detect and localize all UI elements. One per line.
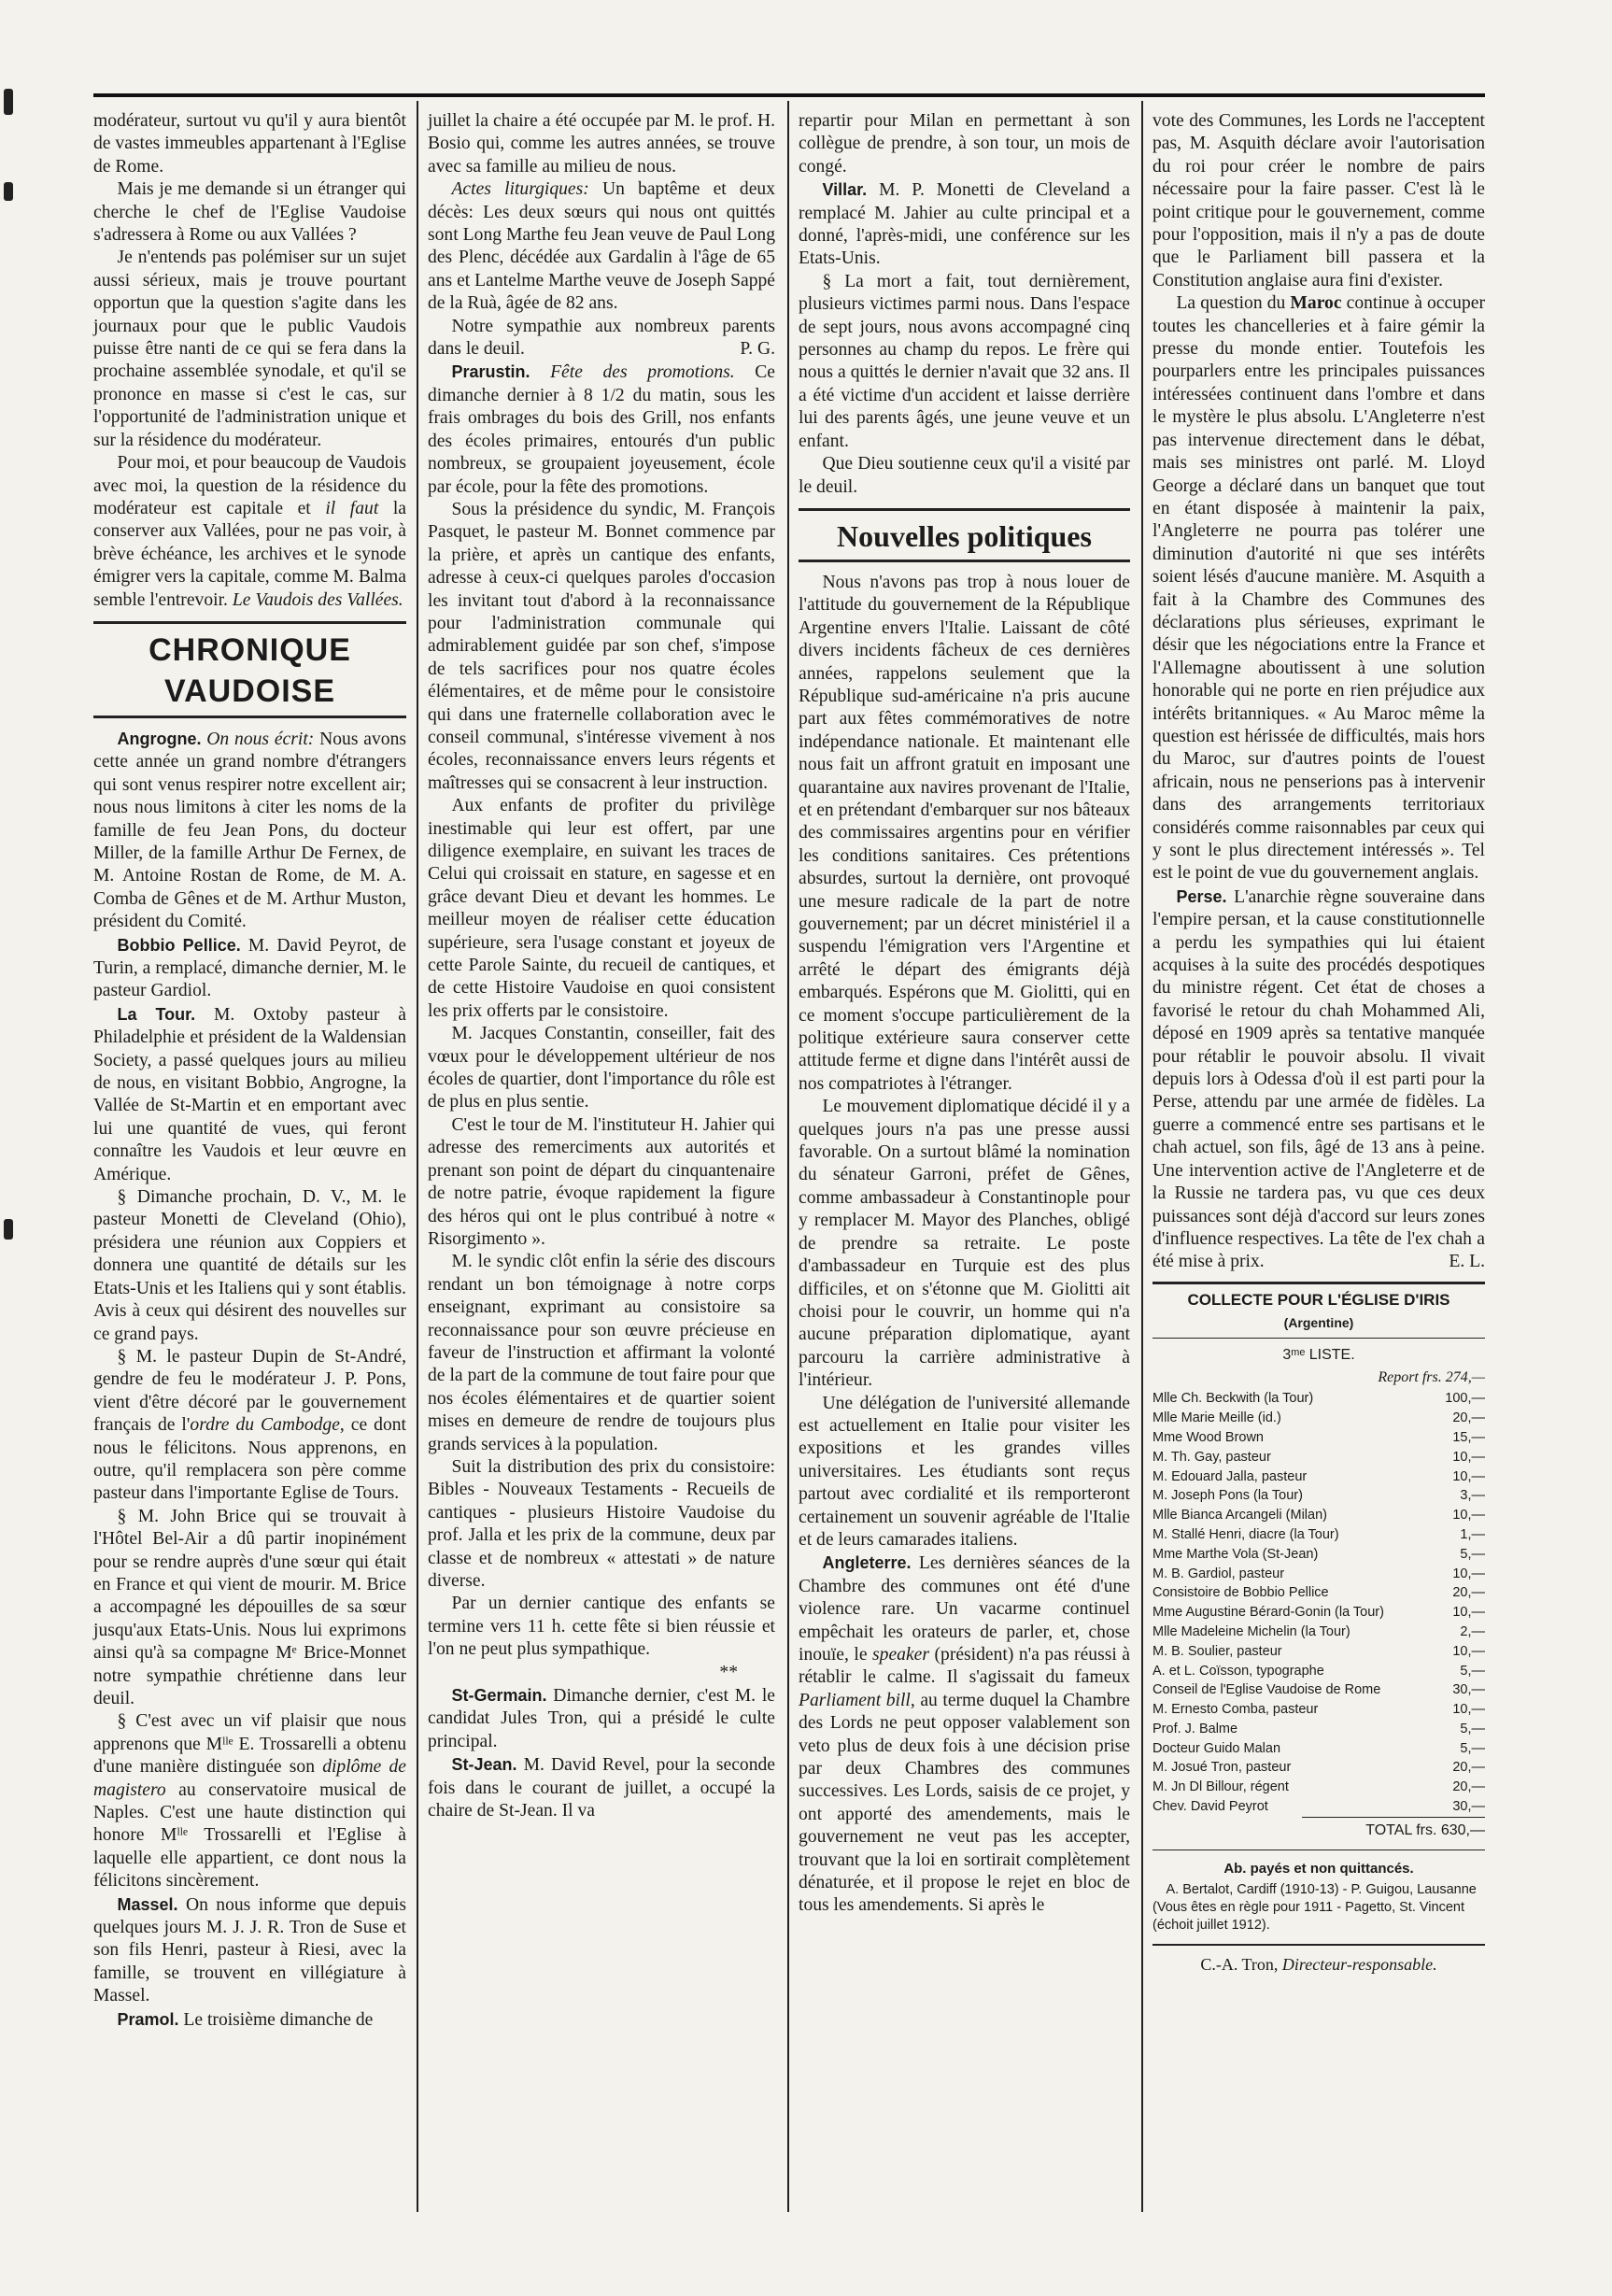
table-row	[1152, 1467, 1485, 1487]
paragraph: Aux enfants de profiter du privilège inestimable qui leur est offert, par une diligence exemplaire, en suivant les traces de Celui qui croissait en stature, en sagesse et en grâce devant Dieu et devant les hommes. Le meilleur moyen de réaliser cette éducation supérieure, sera l'usage constant et joyeux de cette Parole Sainte, du recueil de cantiques, et de cette Histoire Vaudoise en quoi consistent les prix offerts par le consistoire.	[428, 796, 775, 1021]
paragraph: Suit la distribution des prix du consistoire: Bibles - Nouveaux Testaments - Recueils de cantiques - plusieurs Histoire Vaudoise du prof. Jalla et les prix de la commune, deux par classe et de nombreux « attestati » de nature diverse.	[428, 1456, 775, 1591]
text: M. John Brice qui se trouvait à l'Hôtel Bel-Air a dû partir inopinément pour se rendre auprès d'une sœur qui était en France et qui vient de mourir. M. Brice a accompagné les dépouilles de sa sœur jusqu'aux Etats-Unis. Nous lui exprimons ainsi qu'à sa compagne Mᵉ Brice-Monnet notre sympathie chrétienne dans leur deuil.	[93, 1506, 406, 1708]
column-4	[1152, 110, 1485, 1976]
text: , ce dont nous le félicitons. Nous apprenons, en outre, qu'il remplacera son père comme pasteur dans l'importante Eglise de Tours.	[93, 1415, 406, 1504]
scan-edge-mark	[4, 182, 13, 201]
text: (président) n'a pas réussi à rétablir le calme. Il s'agissait du fameux	[799, 1645, 1130, 1688]
paragraph: Nous n'avons pas trop à nous louer de l'attitude du gouvernement de la République Argentine envers l'Italie. Laissant de côté divers incidents fâcheux de ces dernières années, rappelons seulement que la République sud-américaine n'a pris aucune part aux fêtes commémoratives de notre indépendance nationale. Et maintenant elle nous fait un affront gratuit en imposant une quarantaine aux navires provenant de l'Italie, et en prétendant d'embarquer sur nos bâteaux des commissaires argentins pour en vérifier les conditions sanitaires. Ces prétentions absurdes, surtout la dernière, ont provoqué une mesure radicale de la part de notre gouvernement; par un décret ministériel il a suspendu l'émigration vers l'Argentine et arrêté le départ des émigrants déjà embarqués. Espérons que M. Giolitti, qui en ce moment s'occupe particulièrement de la politique extérieure saura conserver cette attitude ferme et digne dans l'intérêt aussi de nos compatriotes à l'étranger.	[799, 572, 1130, 1094]
donor-name: M. Josué Tron, pasteur	[1152, 1760, 1292, 1776]
subscriptions-text: A. Bertalot, Cardiff (1910-13) - P. Guigou, Lausanne (Vous êtes en règle pour 1911 - Pagetto, St. Vincent (échoit juillet 1912).	[1152, 1881, 1477, 1933]
paragraph	[93, 728, 406, 934]
table-row	[1152, 1797, 1485, 1817]
donor-name: M. Edouard Jalla, pasteur	[1152, 1468, 1308, 1484]
paragraph	[93, 452, 406, 612]
donor-name: Consistoire de Bobbio Pellice	[1152, 1585, 1329, 1601]
text: Un baptême et deux décès: Les deux sœurs qui nous ont quittés sont Long Marthe feu Jean veuve de Paul Long des Plenc, décédée aux Gardalin à l'âge de 65 ans et Lantelme Marthe veuve de Joseph Sappé de la Ruà, âgée de 82 ans.	[428, 179, 775, 314]
table-row	[1152, 1662, 1485, 1681]
donor-name: Docteur Guido Malan	[1152, 1740, 1281, 1756]
text: Dimanche dernier, c'est M. le candidat Jules Tron, qui a présidé le culte principal.	[428, 1686, 775, 1751]
paragraph	[93, 1710, 406, 1892]
paragraph	[1152, 886, 1485, 1274]
paragraph	[428, 1684, 775, 1753]
table-row	[1152, 1583, 1485, 1603]
donor-amount: 20,—	[1452, 1760, 1485, 1776]
donor-name: Chev. David Peyrot	[1152, 1799, 1268, 1815]
text: Notre sympathie aux nombreux parents dans le deuil.	[428, 316, 775, 360]
paragraph	[428, 316, 775, 361]
donor-amount: 5,—	[1460, 1546, 1485, 1562]
donor-amount: 1,—	[1460, 1526, 1485, 1542]
section-mark-icon: §	[117, 1506, 127, 1526]
place-heading: Angleterre.	[822, 1553, 912, 1573]
text: , au terme duquel la Chambre des Lords ne peut opposer valablement son veto plus de deux fois à une décision prise par deux Chambres des communes successives. Les Lords, saisis de ce projet, y ont apporté des amendements, mais le gouvernement ne veut pas les accepter, trouvant que la loi en sortirait complètement dénaturée, et il propose le rejet en bloc de tous les amendements. Si après le	[799, 1690, 1130, 1916]
table-row	[1152, 1623, 1485, 1642]
paragraph: M. Jacques Constantin, conseiller, fait des vœux pour le développement ultérieur de nos écoles de quartier, dont l'importance du rôle est de plus en plus sentie.	[428, 1024, 775, 1113]
table-row	[1152, 1739, 1485, 1759]
donor-name: Mlle Marie Meille (id.)	[1152, 1410, 1281, 1426]
column-2	[428, 110, 775, 1822]
table-row	[1152, 1565, 1485, 1584]
donor-name: M. B. Gardiol, pasteur	[1152, 1566, 1285, 1581]
donor-amount: 100,—	[1445, 1391, 1485, 1407]
signature: P. G.	[740, 339, 775, 360]
text: M. Oxtoby pasteur à Philadelphie et président de la Waldensian Society, a passé quelques jours au milieu de nous, en visitant Bobbio, Angrogne, la Vallée de St-Martin et en emportant avec lui une quantité de vues, qui feront connaître les Vaudois et leur œuvre en Amérique.	[93, 1004, 406, 1184]
donor-name: Mme Wood Brown	[1152, 1429, 1264, 1445]
donor-name: Conseil de l'Eglise Vaudoise de Rome	[1152, 1682, 1381, 1698]
donor-name: M. Ernesto Comba, pasteur	[1152, 1702, 1319, 1718]
collecte-heading	[1152, 1282, 1485, 1339]
text: continue à occuper toutes les chancelleries et à faire gémir la presse du monde entier. Toutefois les pourparlers entre les principales puissances intéressées continuent dans l'ombre et dans le mystère le plus absolu. L'Angleterre n'est pas intervenue directement dans le débat, mais ses ministres ont parlé. M. Lloyd George a déclaré dans un banquet que tout en étant disposée à maintenir la paix, l'Angleterre ne pourra pas tolérer une diminution d'autorité ni que ses intérêts soient lésés d'aucune manière. M. Asquith a fait à la Chambre des Communes des déclarations plus sérieuses, exprimant le désir que les négociations entre la France et l'Allemagne aboutissent à une solution honorable qui ne porte en rien préjudice aux intérêts britanniques. « Au Maroc même la question est hérissée de difficultés, mais hors du Maroc, sur d'autres points de l'ouest africain, nous ne penserions pas à intervenir dans des arrangements territoriaux considérés comme raisonnables par ceux qui y sont le plus directement intéressés ». Tel est le point de vue du gouvernement anglais.	[1152, 293, 1485, 884]
paragraph: Mais je me demande si un étranger qui cherche le chef de l'Eglise Vaudoise s'adressera à Rome ou aux Vallées ?	[93, 179, 406, 246]
paragraph	[799, 178, 1130, 271]
collecte-total	[1302, 1817, 1485, 1842]
signature: Le Vaudois des Vallées.	[232, 589, 403, 610]
table-row	[1152, 1448, 1485, 1467]
section-heading-chronique: CHRONIQUE VAUDOISE	[93, 621, 406, 718]
table-row	[1152, 1758, 1485, 1778]
paragraph: repartir pour Milan en permettant à son collègue de prendre, à son tour, un mois de congé.	[799, 111, 1130, 177]
donor-amount: 5,—	[1460, 1721, 1485, 1736]
emphasis: Actes liturgiques:	[451, 179, 589, 200]
donor-name: M. Jn Dl Billour, régent	[1152, 1779, 1289, 1795]
table-row	[1152, 1642, 1485, 1662]
donor-amount: 10,—	[1452, 1449, 1485, 1465]
place-heading: Angrogne.	[117, 729, 202, 748]
donor-name: Mlle Bianca Arcangeli (Milan)	[1152, 1508, 1327, 1524]
top-rule	[93, 93, 1485, 97]
place-heading: Villar.	[822, 180, 868, 200]
separator-stars: **	[719, 1662, 738, 1682]
text: Le troisième dimanche de	[183, 2009, 374, 2030]
donor-amount: 20,—	[1452, 1585, 1485, 1601]
paragraph	[93, 1506, 406, 1711]
text: M. David Peyrot, de Turin, a remplacé, dimanche dernier, M. le pasteur Gardiol.	[93, 935, 407, 1001]
column-1	[93, 110, 406, 2032]
donor-amount: 15,—	[1452, 1429, 1485, 1445]
paragraph: Sous la présidence du syndic, M. François Pasquet, le pasteur M. Bonnet commence par la prière, et après un cantique des enfants, adresse à ceux-ci quelques paroles d'occasion les invitant tout d'abord à la reconnaissance pour l'administration communale qui admirablement guidée par son chef, s'impose de tels sacrifices pour nos quatre écoles élémentaires, et de même pour le consistoire qui dans une fraternelle collaboration avec le conseil communal, s'intéresse vivement à nos écoles, reconnaissance envers leurs régents et maîtresses qui se consacrent à leur instruction.	[428, 499, 775, 793]
text: C.-A. Tron,	[1200, 1954, 1279, 1974]
place-heading: Pramol.	[117, 2009, 179, 2029]
emphasis: il faut	[325, 498, 379, 518]
paragraph: Par un dernier cantique des enfants se termine vers 11 h. cette fête si bien réussie et l'on ne peut plus sympathique.	[428, 1594, 775, 1660]
donor-amount: 10,—	[1452, 1508, 1485, 1524]
director-line	[1152, 1944, 1485, 1976]
text: M. David Revel, pour la seconde fois dans le courant de juillet, a occupé la chaire de St-Jean. Il va	[428, 1755, 775, 1821]
donor-name: Mlle Ch. Beckwith (la Tour)	[1152, 1391, 1314, 1407]
scan-edge-mark	[4, 1219, 13, 1240]
section-mark-icon: §	[117, 1346, 127, 1367]
paragraph: M. le syndic clôt enfin la série des discours rendant un bon témoignage à notre corps enseignant, exprimant au consistoire sa reconnaissance pour son œuvre précieuse en faveur de l'instruction et affirmant la volonté de la part de la commune de tout faire pour que nos écoles élémentaires et de quartier soient mises en demeure de rendre de toujours plus grands services à la population.	[428, 1252, 775, 1454]
donor-name: Mme Augustine Bérard-Gonin (la Tour)	[1152, 1605, 1384, 1621]
table-row	[1152, 1486, 1485, 1506]
donor-amount: 30,—	[1452, 1799, 1485, 1815]
table-row	[1152, 1525, 1485, 1545]
place-heading: Massel.	[117, 1894, 178, 1914]
paragraph	[799, 271, 1130, 453]
collecte-report	[1152, 1367, 1485, 1389]
text: TOTAL frs.	[1365, 1821, 1437, 1838]
donor-name: Mlle Madeleine Michelin (la Tour)	[1152, 1623, 1350, 1639]
text: M. le pasteur Dupin de St-André, gendre de feu le modérateur J. P. Pons, vient d'être décoré par le gouvernement français de l'	[93, 1346, 406, 1436]
paragraph	[93, 934, 406, 1003]
section-mark-icon: §	[117, 1711, 127, 1732]
paragraph	[93, 1003, 406, 1186]
amount: 274,—	[1445, 1368, 1485, 1385]
column-3	[799, 110, 1130, 1918]
text: la conserver aux Vallées, pour ne pas voir, à brève échéance, les archives et le synode émigrer vers la capitale, comme M. Balma semble l'entrevoir.	[93, 498, 406, 610]
text: La mort a fait, tout dernièrement, plusieurs victimes parmi nous. Dans l'espace de sept jours, nous avons accompagné cinq personnes au champ du repos. Le frère qui nous a quittés le dernier n'avait que 32 ans. Il a été victime d'un accident et laisse derrière lui des parents âgés, une jeune veuve et un enfant.	[799, 271, 1130, 451]
place-heading: Bobbio Pellice.	[117, 935, 241, 955]
paragraph	[428, 361, 775, 498]
text: COLLECTE POUR L'ÉGLISE D'IRIS	[1187, 1290, 1450, 1309]
place-heading: St-Germain.	[451, 1686, 547, 1706]
table-row	[1152, 1545, 1485, 1565]
text: Ce dimanche dernier à 8 1/2 du matin, sous les frais ombrages du bois des Grill, nos enfants des écoles primaires, entourés d'un public nombreux, se groupaient joyeusement, école par école, pour la fête des promotions.	[428, 362, 775, 497]
paragraph	[799, 1552, 1130, 1918]
text: L'anarchie règne souveraine dans l'empire persan, et la cause constitutionnelle a perdu les sympathies qui lui étaient acquises à la suite des procédés despotiques du ministre régent. Cet état de choses a favorisé le retour du chah Mohammed Ali, déposé en 1909 après sa tentative manquée pour rétablir le pouvoir absolu. Il vivait depuis lors à Odessa d'où il est parti pour la Perse, attendu par une armée de fidèles. La guerre a commencé entre ses partisans et le chah actuel, son fils, âgé de 13 ans à peine. Une intervention active de l'Angleterre et de la Russie ne tardera pas, vu que ces deux puissances sont déjà d'accord sur leurs zones d'influence respectives. La tête de l'ex chah a été mise à prix.	[1152, 886, 1486, 1272]
table-row	[1152, 1778, 1485, 1797]
donor-amount: 10,—	[1452, 1605, 1485, 1621]
paragraph: juillet la chaire a été occupée par M. le prof. H. Bosio qui, comme les autres années, se trouve avec sa famille au milieu de nous.	[428, 111, 775, 177]
text: C'est avec un vif plaisir que nous apprenons que Mˡˡᵉ E. Trossarelli a obtenu d'une manière distinguée son	[93, 1711, 406, 1778]
signature: E. L.	[1449, 1252, 1485, 1272]
paragraph: Une délégation de l'université allemande est actuellement en Italie pour visiter les expositions et les grandes villes universitaires. Les étudiants sont reçus partout avec cordialité et ils remporteront certainement un souvenir agréable de l'Italie et de leurs camarades italiens.	[799, 1393, 1130, 1550]
table-row	[1152, 1389, 1485, 1409]
text: On nous informe que depuis quelques jours M. J. J. R. Tron de Suse et son fils Henri, pasteur à Riesi, avec la famille, se trouvent en villégiature à Massel.	[93, 1894, 407, 2006]
emphasis: On nous écrit:	[206, 729, 315, 749]
donor-amount: 20,—	[1452, 1779, 1485, 1795]
table-row	[1152, 1603, 1485, 1623]
text: Report frs.	[1378, 1368, 1442, 1385]
paragraph: vote des Communes, les Lords ne l'acceptent pas, M. Asquith déclare avoir l'autorisation du roi pour créer le nombre de pairs nécessaire pour la faire passer. C'est là le point critique pour le gouvernement, comme pour l'opposition, mais il n'y a pas de doute que le Parliament bill passera et la Constitution anglaise aura fini d'exister.	[1152, 111, 1485, 291]
text: Directeur-responsable.	[1281, 1954, 1437, 1974]
donor-amount: 10,—	[1452, 1643, 1485, 1659]
donor-name: M. Joseph Pons (la Tour)	[1152, 1488, 1303, 1504]
section-mark-icon: §	[117, 1187, 127, 1208]
paragraph: Le mouvement diplomatique décidé il y a quelques jours n'a pas une presse aussi favorable. On a surtout blâmé la nomination du sénateur Garroni, préfet de Gênes, comme ambassadeur à Constantinople pour y remplacer M. Mayor des Planches, obligé de prendre sa retraite. Le poste d'ambassadeur en Turquie est des plus difficiles, et on s'étonne que M. Giolitti ait choisi pour le couvrir, un homme qui n'a aucune préparation diplomatique, ayant parcouru la carrière administrative à l'intérieur.	[799, 1097, 1130, 1391]
paragraph: modérateur, surtout vu qu'il y aura bientôt de vastes immeubles appartenant à l'Eglise de Rome.	[93, 111, 406, 177]
paragraph: Que Dieu soutienne ceux qu'il a visité par le deuil.	[799, 454, 1130, 497]
section-heading-politique: Nouvelles politiques	[799, 508, 1130, 562]
text: Dimanche prochain, D. V., M. le pasteur Monetti de Cleveland (Ohio), présidera une réunion aux Coppiers et donnera une quantité de détails sur les Etats-Unis et les Italiens qui y sont établis. Avis à ceux qui désirent des nouvelles sur ce grand pays.	[93, 1187, 406, 1344]
paragraph: C'est le tour de M. l'instituteur H. Jahier qui adresse des remerciments aux autorités et prenant son point de départ du cinquantenaire de notre patrie, évoque rapidement la figure des héros qui ont le plus contribué à notre « Risorgimento ».	[428, 1114, 775, 1249]
emphasis: speaker	[872, 1645, 929, 1665]
paragraph	[428, 178, 775, 315]
donor-name: M. Stallé Henri, diacre (la Tour)	[1152, 1526, 1339, 1542]
table-row	[1152, 1428, 1485, 1448]
paragraph	[1152, 292, 1485, 886]
donor-amount: 10,—	[1452, 1566, 1485, 1581]
donor-amount: 10,—	[1452, 1702, 1485, 1718]
emphasis: Parliament bill	[799, 1690, 911, 1710]
paragraph	[93, 2008, 406, 2032]
donor-amount: 10,—	[1452, 1468, 1485, 1484]
collecte-list-number: 3ᵐᵉ LISTE.	[1282, 1346, 1355, 1363]
paragraph	[93, 1186, 406, 1346]
donor-amount: 3,—	[1460, 1488, 1485, 1504]
table-row	[1152, 1680, 1485, 1700]
donor-amount: 5,—	[1460, 1663, 1485, 1679]
place-heading: Prarustin.	[451, 362, 530, 382]
place-heading: La Tour.	[117, 1004, 196, 1024]
table-row	[1152, 1720, 1485, 1739]
subscriptions-heading: Ab. payés et non quittancés.	[1152, 1850, 1485, 1880]
paragraph	[93, 1893, 406, 2008]
text: Nous avons cette année un grand nombre d'étrangers qui sont venus respirer notre excellent air; nous nous limitons à citer les noms de la famille de feu Jean Pons, du docteur Miller, de la famille Arthur De Fernex, de M. Antoine Rostan de Rome, de M. A. Comba de Gênes et de M. Arthur Muston, président du Comité.	[93, 729, 406, 932]
column-rule	[417, 101, 418, 2212]
table-row	[1152, 1409, 1485, 1428]
text: Les dernières séances de la Chambre des communes ont été d'une violence rare. Un vacarme continuel empêchait les orateurs de parler, et, chose inouïe, le	[799, 1553, 1130, 1665]
text: au conservatoire musical de Naples. C'est une haute distinction qui honore Mˡˡᵉ Trossarelli et l'Eglise à laquelle elle appartient, ce dont nous la félicitons sincèrement.	[93, 1779, 406, 1892]
donor-amount: 2,—	[1460, 1623, 1485, 1639]
text: (Argentine)	[1283, 1315, 1354, 1331]
donor-name: Mme Marthe Vola (St-Jean)	[1152, 1546, 1319, 1562]
paragraph	[428, 1753, 775, 1822]
donor-amount: 5,—	[1460, 1740, 1485, 1756]
donor-name: Prof. J. Balme	[1152, 1721, 1238, 1736]
text: Pour moi, et pour beaucoup de Vaudois avec moi, la question de la résidence du modérateur est capitale et	[93, 453, 406, 518]
donor-table	[1152, 1389, 1485, 1817]
paragraph: Je n'entends pas polémiser sur un sujet aussi sérieux, mais je trouve pourtant opportun que la question s'agite dans les journaux pour que le public Vaudois puisse être nanti de ce qui se fera dans la prochaine assemblée synodale, et qu'il se prononce en masse si c'est le cas, sur l'opportunité de l'administration unique et sur la résidence du modérateur.	[93, 248, 406, 450]
column-rule	[1141, 101, 1143, 2212]
emphasis: Fête des promotions.	[550, 362, 735, 383]
scan-edge-mark	[4, 89, 13, 115]
emphasis: ordre du Cambodge	[190, 1415, 340, 1436]
emphasis: diplôme de magistero	[93, 1757, 406, 1800]
paragraph	[93, 1346, 406, 1506]
column-rule	[787, 101, 789, 2212]
donor-name: M. B. Soulier, pasteur	[1152, 1643, 1282, 1659]
amount: 630,—	[1440, 1821, 1485, 1838]
emphasis: Maroc	[1290, 293, 1342, 314]
text: La question du	[1176, 293, 1286, 314]
donor-amount: 30,—	[1452, 1682, 1485, 1698]
donor-name: A. et L. Coïsson, typographe	[1152, 1663, 1324, 1679]
place-heading: St-Jean.	[451, 1755, 517, 1775]
section-mark-icon: §	[822, 271, 832, 291]
place-heading: Perse.	[1176, 886, 1227, 906]
table-row	[1152, 1700, 1485, 1720]
donor-amount: 20,—	[1452, 1410, 1485, 1426]
text: M. P. Monetti de Cleveland a remplacé M. Jahier au culte principal et a donné, l'après-midi, une conférence sur les Etats-Unis.	[799, 180, 1130, 269]
donor-name: M. Th. Gay, pasteur	[1152, 1449, 1271, 1465]
table-row	[1152, 1506, 1485, 1525]
